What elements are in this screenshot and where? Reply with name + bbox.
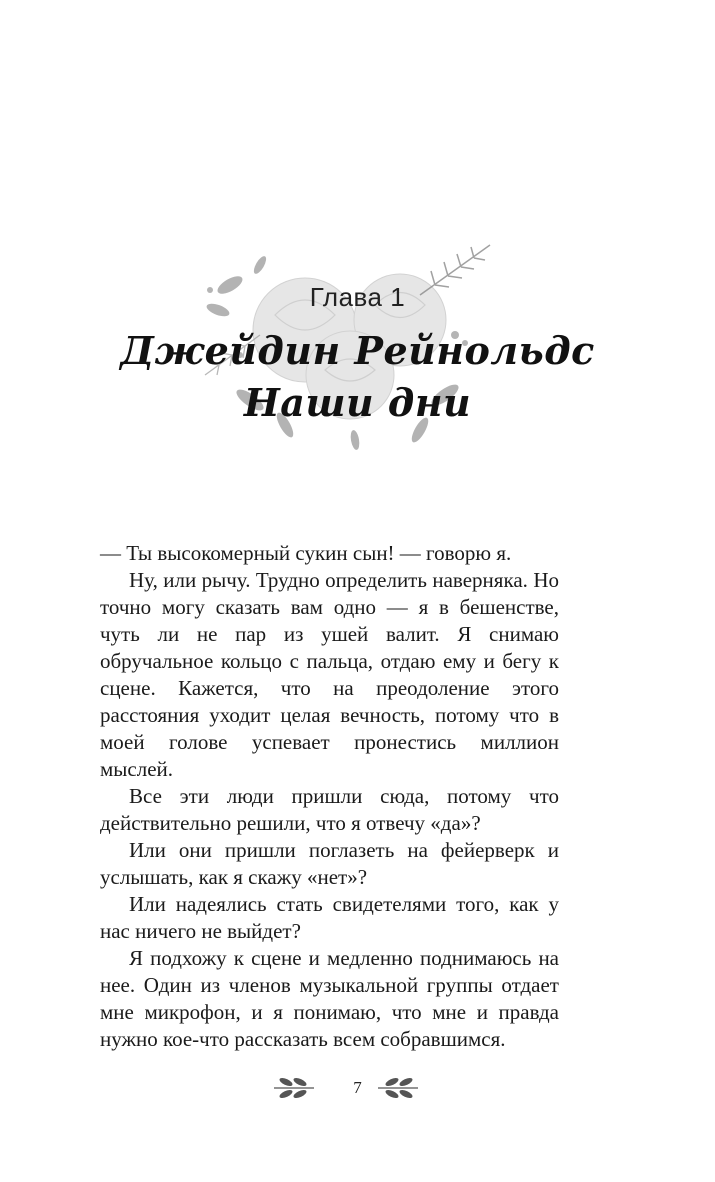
chapter-title-line-2: Наши дни [243,380,472,425]
leaf-sprig-icon [376,1074,420,1102]
paragraph: — Ты высокомерный сукин сын! — говорю я. [100,541,512,565]
page-number: 7 [353,1078,362,1097]
paragraph: Ну, или рычу. Трудно определить наверняка. Но точно могу сказать вам одно — я в бешенстве, чуть ли не пар из ушей валит. Я снимаю обручальное кольцо с пальца, отдаю ему и бегу к сцене. Кажется, что на преодоление этого расстояния уходит целая вечность, потому что в моей голове успевает пронестись миллион мыслей. [100,568,559,781]
paragraph: Или надеялись стать свидетелями того, как у нас ничего не выйдет? [100,892,559,943]
paragraph: Все эти люди пришли сюда, потому что действительно решили, что я отвечу «да»? [100,784,559,835]
chapter-body [100,540,559,1053]
paragraph: Я подхожу к сцене и медленно поднимаюсь на нее. Один из членов музыкальной группы отдает мне микрофон, и я понимаю, что мне и правда нужно кое-что рассказать всем собравшимся. [100,946,559,1051]
chapter-label: Глава 1 [309,282,406,312]
paragraph: Или они пришли поглазеть на фейерверк и услышать, как я скажу «нет»? [100,838,559,889]
page-footer [0,1074,715,1104]
chapter-title-line-1: Джейдин Рейнольдс [120,328,595,373]
